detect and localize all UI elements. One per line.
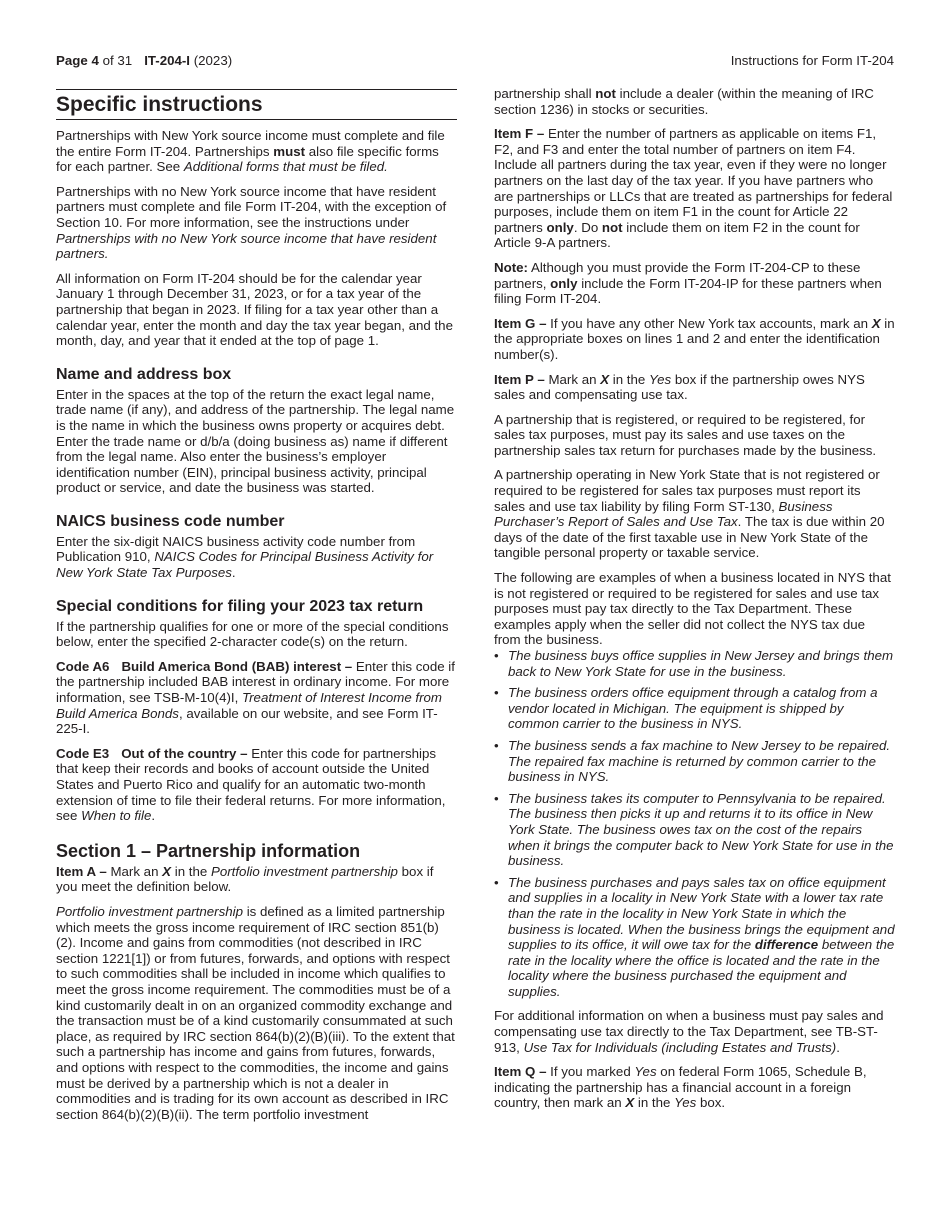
- item-g-paragraph: Item G – If you have any other New York tax accounts, mark an X in the appropriate boxes on lines 1 and 2 and enter the identification number(s).: [494, 315, 895, 362]
- section-1-heading: Section 1 – Partnership information: [56, 840, 361, 861]
- code-e3-label: Code E3: [56, 745, 110, 761]
- left-column: [56, 86, 457, 1131]
- specific-instructions-heading: Specific instructions: [56, 89, 457, 120]
- item-q-label: Item Q –: [494, 1064, 547, 1080]
- examples-list: [494, 648, 895, 999]
- examples-intro-paragraph: The following are examples of when a business located in NYS that is not registered or required to be registered for sales and use tax purposes must pay tax directly to the Tax Department. These examples apply when the seller did not collect the NYS tax due from the business.: [494, 570, 891, 648]
- name-address-paragraph: Enter in the spaces at the top of the return the exact legal name, trade name (if any), and address of the partnership. The legal name is the name in which the business owns property or acquires debt. Enter the trade name or d/b/a (doing business as) name if different from the legal name. Also enter the business’s employer identification number (EIN), principal business activity, principal product or service, and date the business was started.: [56, 386, 455, 496]
- right-column: [494, 86, 895, 1120]
- page-header-left: [56, 53, 232, 69]
- item-f-label: Item F –: [494, 126, 545, 142]
- form-id: IT-204-I: [144, 53, 191, 68]
- item-f-paragraph: Item F – Enter the number of partners as applicable on items F1, F2, and F3 and enter the total number of partners on item F4. Include all partners during the tax year, even if they were no longer partners on the last day of the tax year. If you have partners who are partnerships or LLCs that are treated as partnerships for federal purposes, include them on item F1 in the count for Article 22 partners only. Do not include them on item F2 in the count for Article 9-A partners.: [494, 126, 893, 251]
- item-q-paragraph: Item Q – If you marked Yes on federal Form 1065, Schedule B, indicating the partnership has a financial account in a foreign country, then mark an X in the Yes box.: [494, 1064, 867, 1111]
- page-label: Page: [56, 53, 88, 68]
- page-number: 4: [91, 53, 99, 68]
- note-label: Note:: [494, 259, 528, 275]
- list-item: • The business takes its computer to Pennsylvania to be repaired. The business then picks it up and returns it to its office in New York State. The business owes tax on the cost of the repairs when it brings the computer back to New York State for use in the business.: [494, 790, 894, 869]
- paragraph-ny-source: Partnerships with New York source income must complete and file the entire Form IT-204. Partnerships must also file specific forms for each partner. See Additional forms that must be filed.: [56, 128, 445, 175]
- code-a6-title: Build America Bond (BAB) interest –: [121, 658, 353, 674]
- list-item: • The business sends a fax machine to New Jersey to be repaired. The repaired fax machine is returned by common carrier to the business in NYS.: [494, 737, 891, 785]
- note-paragraph: Note: Although you must provide the Form IT-204-CP to these partners, only include the Form IT-204-IP for these partners when filing Form IT-204.: [494, 259, 882, 307]
- continued-paragraph: partnership shall not include a dealer (within the meaning of IRC section 1236) in stocks or securities.: [494, 86, 874, 117]
- special-conditions-heading: Special conditions for filing your 2023 tax return: [56, 597, 424, 615]
- page-count: of 31: [102, 53, 133, 68]
- list-item: • The business purchases and pays sales tax on office equipment and supplies in a locality in New York State with a lower tax rate than the rate in the locality in New York State in which the business is located. When the business brings the equipment and supplies to its office, it will owe tax for the difference between the rate in the locality where the office is located and the rate in the locality where the business purchased the equipment and supplies.: [494, 874, 895, 999]
- form-year: (2023): [193, 53, 233, 68]
- st130-paragraph: A partnership operating in New York State that is not registered or required to be registered for sales tax purposes must report its sales and use tax liability by filing Form ST-130, Business Purchaser’s Report of Sales and Use Tax. The tax is due within 20 days of the date of the first taxable use in New York State of the tangible personal property or taxable service.: [494, 467, 885, 561]
- item-p-paragraph: Item P – Mark an X in the Yes box if the partnership owes NYS sales and compensating use tax.: [494, 371, 865, 403]
- list-item: • The business buys office supplies in New Jersey and brings them back to New York State for use in the business.: [494, 648, 894, 679]
- special-conditions-paragraph: If the partnership qualifies for one or more of the special conditions below, enter the specified 2-character code(s) on the return.: [56, 618, 449, 650]
- paragraph-no-ny-source: Partnerships with no New York source income that have resident partners must complete and file Form IT-204, with the exception of Section 10. For more information, see the instructions under Partnerships with no New York source income that have resident partners.: [56, 183, 447, 262]
- naics-heading: NAICS business code number: [56, 512, 285, 530]
- name-address-heading: Name and address box: [56, 365, 232, 383]
- code-e3-title: Out of the country –: [121, 745, 248, 761]
- item-g-label: Item G –: [494, 315, 547, 331]
- code-a6-paragraph: Code A6 Build America Bond (BAB) interest – Enter this code if the partnership included BAB interest in ordinary income. For more information, see TSB-M-10(4)I, Treatment of Interest Income from Build America Bonds, available on our website, and see Form IT-225-I.: [56, 658, 455, 737]
- additional-info-paragraph: For additional information on when a business must pay sales and compensating use tax directly to the Tax Department, see TB-ST-913, Use Tax for Individuals (including Estates and Trusts).: [494, 1008, 884, 1055]
- registered-partnership-paragraph: A partnership that is registered, or required to be registered, for sales tax purposes, must pay its sales and use taxes on the partnership sales tax return for purchases made by the business.: [494, 411, 877, 458]
- portfolio-investment-paragraph: Portfolio investment partnership is defined as a limited partnership which meets the gross income requirement of IRC section 851(b)(2). Income and gains from commodities (not described in IRC section 1221[1]) or from futures, forwards, and options with respect to such commodities shall be included in income which qualifies to meet the gross income requirement. The commodities must be of a kind customarily dealt in on an organized commodity exchange and the transaction must be of a kind customarily consummated at such place, as required by IRC section 864(b)(2)(B)(iii). To the extent that such a partnership has income and gains from futures, forwards, and options with respect to the commodities, the income and gains must be derived by a partnership which is not a dealer in commodities and is trading for its own account as described in IRC section 864(b)(2)(B)(ii). The term portfolio investment: [56, 903, 455, 1122]
- code-a6-label: Code A6: [56, 658, 110, 674]
- item-a-paragraph: Item A – Mark an X in the Portfolio investment partnership box if you meet the definition below.: [56, 863, 434, 895]
- naics-paragraph: Enter the six-digit NAICS business activity code number from Publication 910, NAICS Codes for Principal Business Activity for New York State Tax Purposes.: [56, 533, 434, 581]
- paragraph-calendar-year: All information on Form IT-204 should be for the calendar year January 1 through December 31, 2023, or for a tax year of the partnership that began in 2023. If filing for a tax year other than a calendar year, enter the month and day the tax year began, and the month, day, and year that it ended at the top of page 1.: [56, 270, 453, 349]
- item-p-label: Item P –: [494, 371, 545, 387]
- code-e3-paragraph: Code E3 Out of the country – Enter this code for partnerships that keep their records and books of account outside the United States and Puerto Rico and qualify for an automatic two-month extension of time to file their federal returns. For more information, see When to file.: [56, 745, 446, 824]
- item-a-label: Item A –: [56, 863, 107, 879]
- page-header-right: Instructions for Form IT-204: [730, 53, 894, 68]
- list-item: • The business orders office equipment through a catalog from a vendor located in Michigan. The equipment is shipped by common carrier to the business in NYS.: [494, 685, 878, 732]
